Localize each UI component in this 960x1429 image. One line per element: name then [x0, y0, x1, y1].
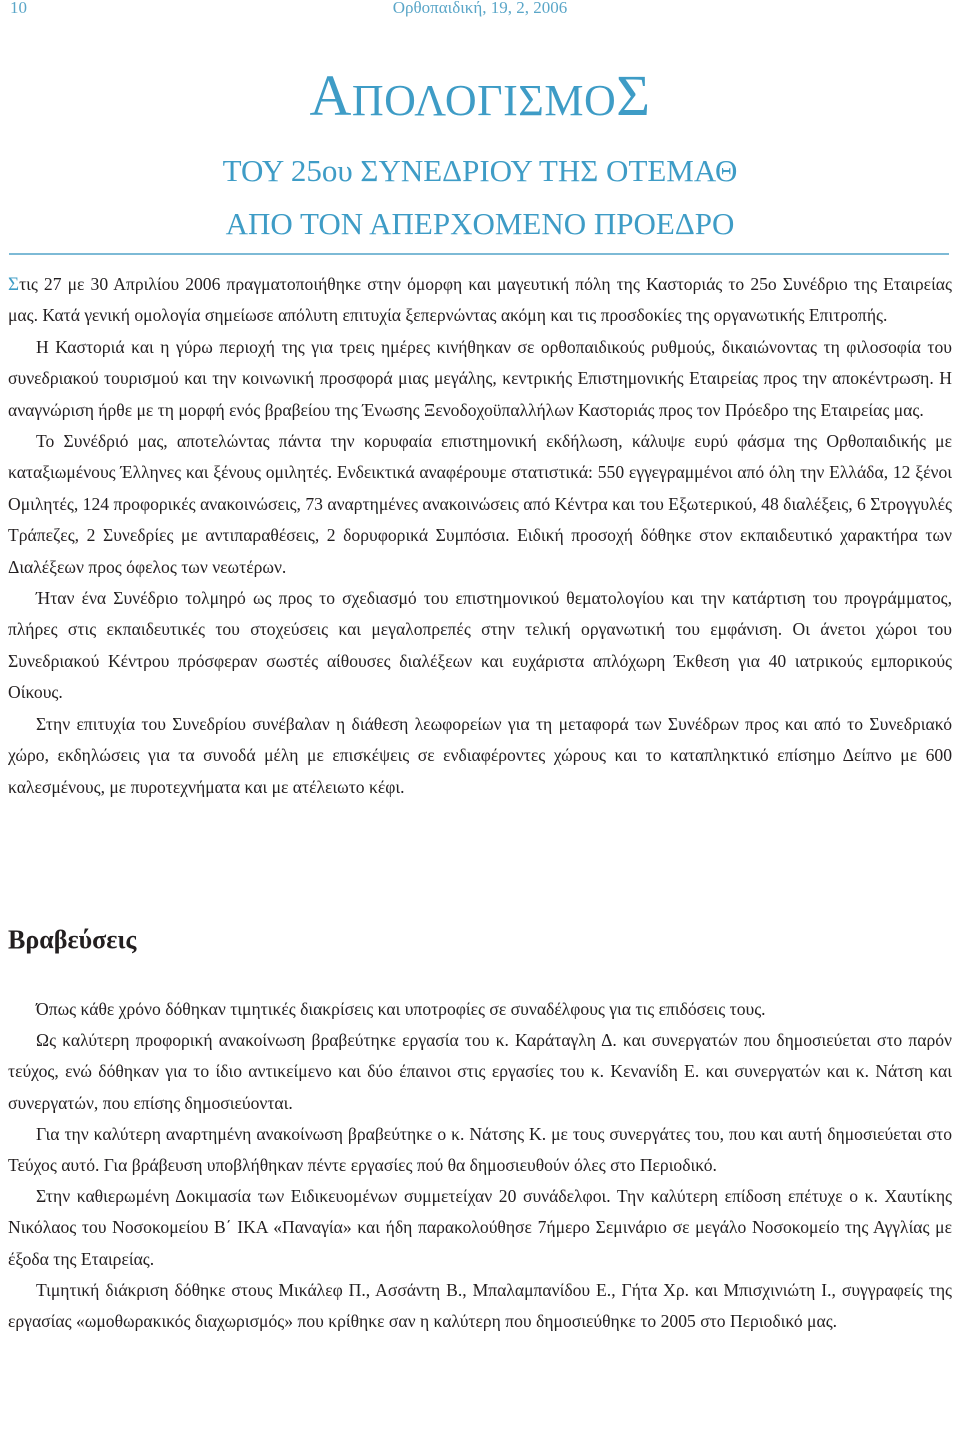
subtitle-line-2: ΑΠΟ ΤΟΝ ΑΠΕΡΧΟΜΕΝΟ ΠΡΟΕΔΡΟ — [225, 206, 735, 241]
paragraph: Τιμητική διάκριση δόθηκε στους Μικάλεφ Π., Ασσάντη Β., Μπαλαμπανίδου Ε., Γήτα Χρ. και Μπισχινιώτη Ι., συγγραφείς της εργασίας «ωμοθωρακικός διαχωρισμός» που κρίθηκε σαν η καλύτερη που δημοσιεύθηκε το 2005 στο Περιοδικό μας. — [8, 1279, 952, 1332]
page-number: 10 — [10, 0, 27, 17]
paragraph: Ως καλύτερη προφορική ανακοίνωση βραβεύτηκε εργασία του κ. Καράταγλη Δ. και συνεργατών που δημοσιεύεται στο παρόν τεύχος, ενώ δόθηκαν για το ίδιο αντικείμενο και δύο έπαινοι στις εργασίες του κ. Κενανίδη Ε. και συνεργατών και κ. Νάτση και συνεργατών, που επίσης δημοσιεύονται. — [8, 1030, 952, 1113]
subtitle-line-1: ΤΟΥ 25ου ΣΥΝΕΔΡΙΟΥ ΤΗΣ ΟΤΕΜΑΘ — [222, 153, 738, 188]
paragraph: Στην καθιερωμένη Δοκιμασία των Ειδικευομένων συμμετείχαν 20 συνάδελφοι. Την καλύτερη επίδοση επέτυχε ο κ. Χαυτίκης Νικόλαος του Νοσοκομείου Β΄ ΙΚΑ «Παναγία» και ήδη παρακολούθησε 7ήμερο Σεμινάριο σε μεγάλο Νοσοκομείο της Αγγλίας με έξοδα της Εταιρείας. — [8, 1186, 952, 1269]
paragraph: Όπως κάθε χρόνο δόθηκαν τιμητικές διακρίσεις και υποτροφίες σε συναδέλφους για τις επιδόσεις τους. — [36, 999, 766, 1019]
paragraph: Στην επιτυχία του Συνεδρίου συνέβαλαν η διάθεση λεωφορείων για τη μεταφορά των Συνέδρων προς και από το Συνεδριακό χώρο, εκδηλώσεις για τα συνοδά μέλη με επισκέψεις σε ενδιαφέροντες χώρους και το καταπληκτικό επίσημο Δείπνο με 600 καλεσμένους, με πυροτεχνήματα και με ατέλειωτο κέφι. — [8, 713, 952, 797]
paragraph: Το Συνέδριό μας, αποτελώντας πάντα την κορυφαία επιστημονική εκδήλωση, κάλυψε ευρύ φάσμα της Ορθοπαιδικής με καταξιωμένους Έλληνες και ξένους ομιλητές. Ενδεικτικά αναφέρουμε στατιστικά: 550 εγγεγραμμένοι από όλη την Ελλάδα, 12 ξένοι Ομιλητές, 124 προφορικές ανακοινώσεις, 73 αναρτημένες ανακοινώσεις από Κέντρα και του Εξωτερικού, 48 διαλέξεις, 6 Στρογγυλές Τράπεζες, 2 Συνεδρίες με αντιπαραθέσεις, 2 δορυφορικά Συμπόσια. Ειδική προσοχή δόθηκε στον εκπαιδευτικό χαρακτήρα των Διαλέξεων προς όφελος των νεωτέρων. — [8, 431, 952, 577]
paragraph: Για την καλύτερη αναρτημένη ανακοίνωση βραβεύτηκε ο κ. Νάτσης Κ. με τους συνεργάτες του, που και αυτή δημοσιεύεται στο Τεύχος αυτό. Για βράβευση υποβλήθηκαν πέντε εργασίες πού θα δημοσιευθούν όλες στο Περιοδικό. — [8, 1123, 952, 1176]
paragraph-text: τις 27 με 30 Απριλίου 2006 πραγματοποιήθηκε στην όμορφη και μαγευτική πόλη της Καστοριάς το 25ο Συνέδριο της Εταιρείας μας. Κατά γενική ομολογία σημείωσε απόλυτη επιτυχία ξεπερνώντας ακόμη και τις προσδοκίες της οργανωτικής Επιτροπής. — [8, 274, 952, 326]
title-divider — [9, 253, 949, 255]
running-head: Ορθοπαιδική, 19, 2, 2006 — [392, 0, 568, 17]
title-middle: ΠΟΛΟΓΙΣΜΟ — [351, 76, 617, 125]
title-last-letter: Σ — [616, 63, 651, 128]
title-first-letter: Α — [309, 63, 352, 128]
paragraph: Ήταν ένα Συνέδριο τολμηρό ως προς το σχεδιασμό του επιστημονικού θεματολογίου και την κατάρτιση του προγράμματος, πλήρες στις εκπαιδευτικές του στοχεύσεις και μεγαλοπρεπές στην τελική οργανωτική του εμφάνιση. Οι άνετοι χώροι του Συνεδριακού Κέντρου πρόσφεραν σωστές αίθουσες διαλέξεων και ευχάριστα απλόχωρη Έκθεση για 40 ιατρικούς εμπορικούς Οίκους. — [8, 588, 952, 703]
awards-body — [8, 994, 952, 1337]
intro-body — [8, 269, 952, 803]
dropcap: Σ — [8, 274, 20, 295]
article-title — [0, 62, 960, 135]
section-heading-awards: Βραβεύσεις — [8, 925, 137, 954]
paragraph: Η Καστοριά και η γύρω περιοχή της για τρεις ημέρες κινήθηκαν σε ορθοπαιδικούς ρυθμούς, δικαιώνοντας τη φιλοσοφία του συνεδριακού τουρισμού και την κοινωνική προσφορά μιας μεγάλης, κεντρικής Επιστημονικής Εταιρείας προς την αποκέντρωση. Η αναγνώριση ήρθε με τη μορφή ενός βραβείου της Ένωσης Ξενοδοχοϋπαλλήλων Καστοριάς προς τον Πρόεδρο της Εταιρείας μας. — [8, 336, 952, 420]
paragraph — [8, 269, 952, 332]
